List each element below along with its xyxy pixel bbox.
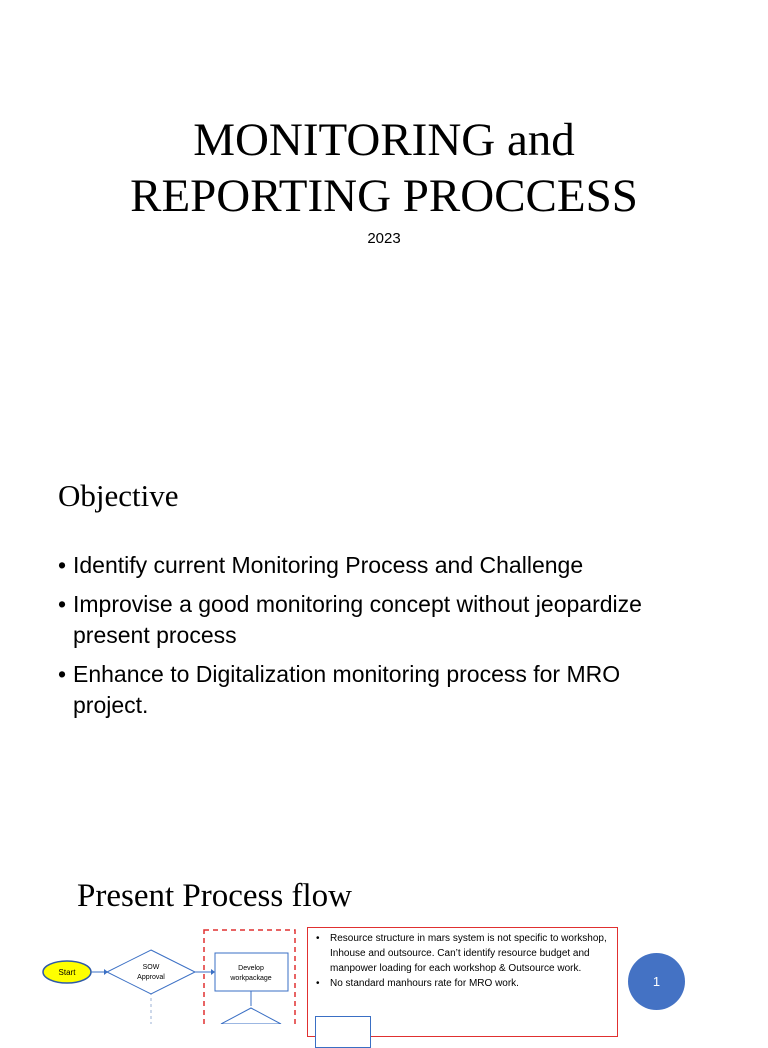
note-inner-box	[315, 1016, 371, 1048]
objective-list	[58, 550, 698, 729]
sow-label-line-2: Approval	[137, 974, 165, 981]
develop-label-line-2: workpackage	[230, 975, 272, 982]
challenge-note-list	[314, 931, 611, 991]
challenge-note-box	[307, 927, 618, 1037]
process-flow-heading: Present Process flow	[77, 878, 352, 914]
slide-title	[0, 112, 768, 224]
develop-workpackage-node	[215, 953, 288, 991]
objective-heading: Objective	[58, 478, 179, 513]
title-line-2: REPORTING PROCCESS	[130, 170, 638, 222]
objective-item: • Enhance to Digitalization monitoring process for MRO project.	[58, 659, 698, 721]
sow-approval-node	[107, 950, 195, 994]
objective-item: • Improvise a good monitoring concept without jeopardize present process	[58, 589, 698, 651]
title-line-1: MONITORING and	[193, 114, 575, 166]
sow-label-line-1: SOW	[142, 964, 160, 971]
challenge-note-item: • No standard manhours rate for MRO work.	[314, 976, 611, 991]
page-number-badge: 1	[628, 953, 685, 1010]
develop-label-line-1: Develop	[238, 965, 264, 972]
objective-item: • Identify current Monitoring Process and Challenge	[58, 550, 698, 581]
decision-node-partial	[221, 1008, 281, 1024]
challenge-note-item: • Resource structure in mars system is not specific to workshop, Inhouse and outsource. Can’t identify resource budget and manpower loading for each workshop & Outsource work.	[314, 931, 611, 976]
arrow-head	[211, 969, 215, 975]
start-node-label: Start	[58, 968, 76, 977]
slide-subtitle-year: 2023	[367, 230, 401, 247]
